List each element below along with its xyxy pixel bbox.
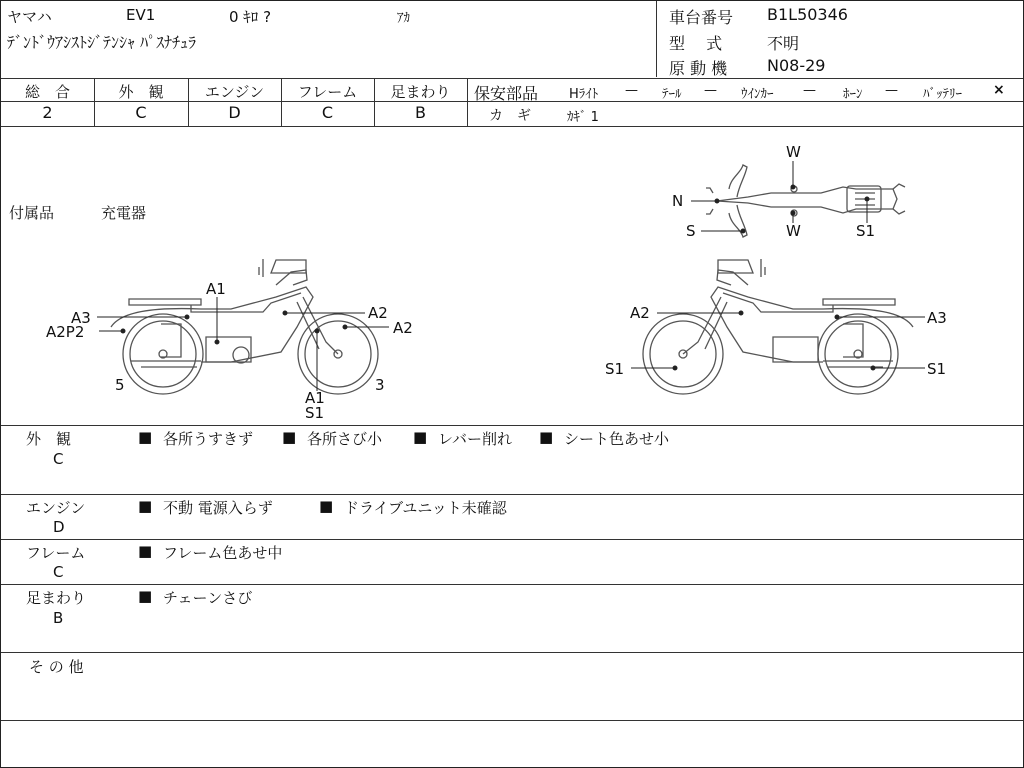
left-label-s1: S1	[305, 404, 325, 422]
model-code: EV1	[126, 6, 156, 24]
grade-label-engine: エンジン	[204, 83, 265, 101]
frame-value: B1L50346	[767, 5, 848, 24]
safety-battery-label: ﾊﾞｯﾃﾘｰ	[923, 87, 962, 102]
maker: ヤマハ	[7, 8, 52, 26]
top-label-n: N	[672, 192, 684, 210]
header-divider	[656, 1, 657, 77]
remark-item: 各所さび小	[307, 430, 383, 448]
remark-category-engine: エンジン	[26, 499, 86, 517]
safety-winker-value: —	[803, 83, 816, 98]
accessories-value: 充電器	[101, 204, 147, 222]
remark-bullet: ■	[138, 428, 153, 446]
mileage: 0 ｷﾛ ?	[229, 8, 272, 26]
type-value: 不明	[767, 34, 800, 53]
grade-label-exterior: 外 観	[118, 83, 164, 101]
top-label-w-lower: W	[786, 222, 801, 240]
grade-overall: 2	[42, 103, 53, 122]
divider	[1, 425, 1023, 426]
remark-bullet: ■	[138, 497, 153, 515]
other-label: そ の 他	[29, 658, 84, 676]
remark-category-suspension: 足まわり	[26, 589, 87, 607]
divider	[1, 539, 1023, 540]
bike-diagram	[1, 127, 1023, 425]
grade-label-frame: フレーム	[297, 83, 358, 101]
left-label-a2-upper: A2	[368, 304, 388, 322]
top-label-s1: S1	[856, 222, 876, 240]
remark-bullet: ■	[539, 428, 554, 446]
remark-bullet: ■	[282, 428, 297, 446]
remark-grade-frame: C	[53, 563, 64, 581]
safety-tail-value: —	[704, 83, 717, 98]
remark-item: チェーンさび	[163, 589, 253, 607]
remark-bullet: ■	[319, 497, 334, 515]
key-label: カ ギ	[489, 108, 531, 124]
remark-bullet: ■	[413, 428, 428, 446]
remark-grade-exterior: C	[53, 450, 64, 468]
left-view-bike	[111, 259, 378, 394]
remark-item: レバー削れ	[438, 430, 512, 448]
model-name: ﾃﾞﾝﾄﾞｳｱｼｽﾄｼﾞﾃﾝｼｬ ﾊﾟｽﾅﾁｭﾗ	[7, 33, 197, 52]
divider	[1, 494, 1023, 495]
safety-battery-value: ×	[993, 82, 1005, 98]
accessories-label: 付属品	[9, 204, 55, 222]
left-label-a2p2: A2P2	[46, 323, 85, 341]
right-view-bike	[643, 259, 913, 394]
left-label-a3: A3	[71, 309, 91, 327]
grade-exterior: C	[135, 103, 147, 122]
right-label-a3: A3	[927, 309, 947, 327]
remark-item: シート色あせ小	[564, 430, 670, 448]
remark-category-exterior: 外 観	[26, 430, 72, 448]
left-label-3: 3	[375, 376, 385, 394]
divider	[467, 78, 468, 126]
left-label-a1-top: A1	[206, 280, 226, 298]
top-label-s: S	[686, 222, 696, 240]
remark-item: ドライブユニット未確認	[344, 499, 507, 517]
remark-bullet: ■	[138, 542, 153, 560]
safety-headlight-value: —	[625, 83, 638, 98]
divider	[1, 652, 1023, 653]
engine-value: N08-29	[767, 56, 826, 75]
right-label-s1-right: S1	[927, 360, 947, 378]
safety-horn-value: —	[885, 83, 898, 98]
left-label-a1-bottom: A1	[305, 389, 325, 407]
divider	[1, 584, 1023, 585]
grade-label-overall: 総 合	[24, 83, 70, 101]
divider	[468, 101, 1023, 102]
grade-suspension: B	[415, 103, 426, 122]
top-view-bike	[706, 165, 905, 237]
type-label: 型 式	[669, 34, 723, 53]
remark-category-frame: フレーム	[26, 544, 86, 562]
engine-label: 原 動 機	[669, 59, 728, 78]
grade-label-suspension: 足まわり	[390, 83, 451, 101]
remark-item: 各所うすきず	[163, 430, 254, 448]
divider	[1, 720, 1023, 721]
safety-horn-label: ﾎｰﾝ	[843, 87, 863, 102]
top-label-w-upper: W	[786, 143, 801, 161]
safety-winker-label: ｳｲﾝｶｰ	[741, 87, 774, 102]
right-label-s1-left: S1	[605, 360, 625, 378]
divider	[1, 78, 1023, 79]
right-label-a2: A2	[630, 304, 650, 322]
color: ｱｶ	[397, 11, 410, 26]
key-value: ｶｷﾞ 1	[567, 110, 599, 125]
remark-grade-suspension: B	[53, 609, 64, 627]
grade-engine: D	[228, 103, 241, 122]
frame-label: 車台番号	[669, 8, 734, 27]
safety-title: 保安部品	[474, 84, 539, 103]
left-label-a2-lower: A2	[393, 319, 413, 337]
left-label-5: 5	[115, 376, 125, 394]
safety-tail-label: ﾃｰﾙ	[662, 87, 682, 102]
grade-frame: C	[321, 103, 334, 122]
remark-grade-engine: D	[53, 518, 65, 536]
remark-item: 不動 電源入らず	[163, 499, 273, 517]
safety-headlight-label: Hﾗｲﾄ	[569, 87, 599, 102]
remark-bullet: ■	[138, 587, 153, 605]
remark-item: フレーム色あせ中	[163, 544, 283, 562]
